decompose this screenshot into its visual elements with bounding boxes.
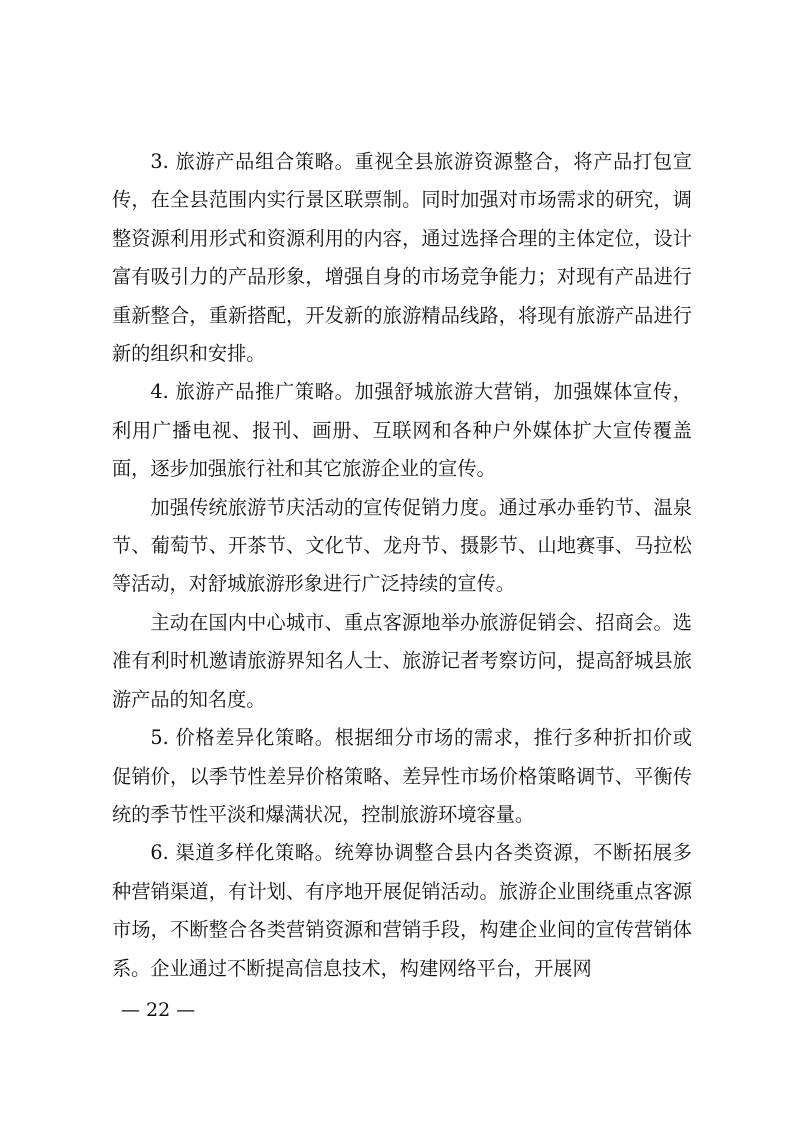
page-number: — 22 — [121, 999, 196, 1021]
paragraph-price-differentiation-strategy: 5. 价格差异化策略。根据细分市场的需求，推行多种折扣价或促销价，以季节性差异价格策略、差异性市场价格策略调节、平衡传统的季节性平淡和爆满状况，控制旅游环境容量。 [112, 726, 692, 826]
paragraph-product-combination-strategy: 3. 旅游产品组合策略。重视全县旅游资源整合，将产品打包宣传，在全县范围内实行景区联票制。同时加强对市场需求的研究，调整资源利用形式和资源利用的内容，通过选择合理的主体定位，设计富有吸引力的产品形象，增强自身的市场竞争能力；对现有产品进行重新整合，重新搭配，开发新的旅游精品线路，将现有旅游产品进行新的组织和安排。 [112, 150, 692, 366]
paragraph-festival-promotion: 加强传统旅游节庆活动的宣传促销力度。通过承办垂钓节、温泉节、葡萄节、开茶节、文化节、龙舟节、摄影节、山地赛事、马拉松等活动，对舒城旅游形象进行广泛持续的宣传。 [112, 495, 692, 596]
document-body [112, 143, 692, 988]
paragraph-promotion-meetings: 主动在国内中心城市、重点客源地举办旅游促销会、招商会。选准有利时机邀请旅游界知名人士、旅游记者考察访问，提高舒城县旅游产品的知名度。 [112, 610, 692, 711]
paragraph-channel-diversification-strategy: 6. 渠道多样化策略。统筹协调整合县内各类资源，不断拓展多种营销渠道，有计划、有序地开展促销活动。旅游企业围绕重点客源市场，不断整合各类营销资源和营销手段，构建企业间的宣传营销体系。企业通过不断提高信息技术，构建网络平台，开展网 [112, 841, 692, 980]
paragraph-product-promotion-strategy: 4. 旅游产品推广策略。加强舒城旅游大营销，加强媒体宣传，利用广播电视、报刊、画册、互联网和各种户外媒体扩大宣传覆盖面，逐步加强旅行社和其它旅游企业的宣传。 [112, 380, 692, 481]
